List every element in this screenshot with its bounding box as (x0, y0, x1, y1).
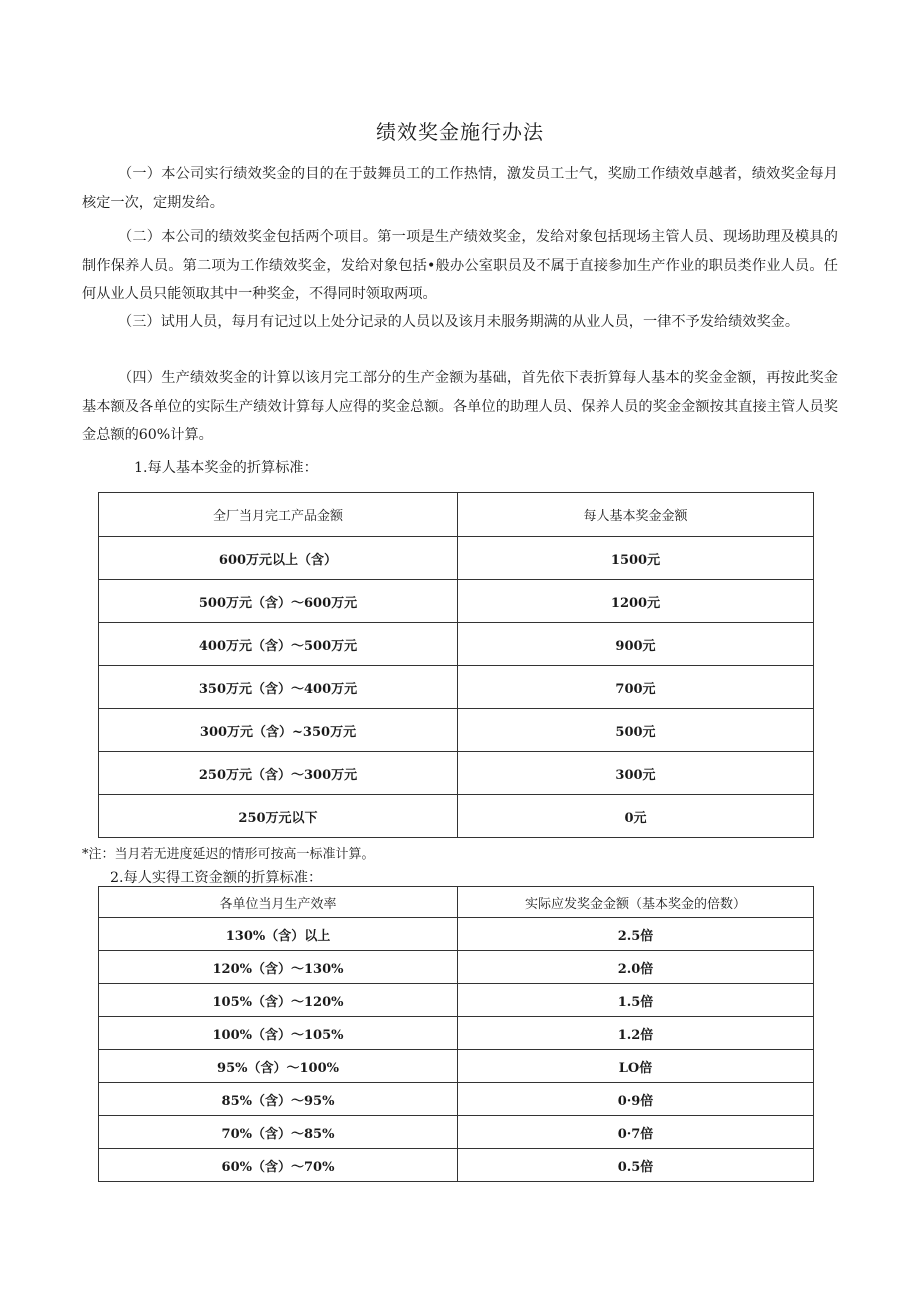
table-header-cell: 全厂当月完工产品金额 (99, 493, 458, 537)
table-cell: 130%（含）以上 (99, 918, 458, 951)
table-cell: 120%（含）～130% (99, 951, 458, 984)
table-cell: 250万元（含）～300万元 (99, 752, 458, 795)
table-cell: 900元 (458, 623, 814, 666)
table-cell: 70%（含）～85% (99, 1116, 458, 1149)
paragraph-1: （一）本公司实行绩效奖金的目的在于鼓舞员工的工作热情，激发员工士气，奖励工作绩效卓越者，绩效奖金每月核定一次，定期发给。 (82, 166, 838, 211)
table-cell: LO倍 (458, 1050, 814, 1083)
table-row (99, 666, 814, 709)
table-cell: 0.5倍 (458, 1149, 814, 1182)
multiplier-table (98, 886, 814, 1182)
table-row (99, 1017, 814, 1050)
paragraph-4: （四）生产绩效奖金的计算以该月完工部分的生产金额为基础，首先依下表折算每人基本的奖金金额，再按此奖金基本额及各单位的实际生产绩效计算每人应得的奖金总额。各单位的助理人员、保养人员的奖金金额按其直接主管人员奖金总额的60%计算。 (82, 370, 838, 443)
table-cell: 600万元以上（含） (99, 537, 458, 580)
table-cell: 95%（含）～100% (99, 1050, 458, 1083)
table-cell: 0·9倍 (458, 1083, 814, 1116)
table-cell: 400万元（含）～500万元 (99, 623, 458, 666)
table-cell: 2.5倍 (458, 918, 814, 951)
table-header-cell: 实际应发奖金金额（基本奖金的倍数） (458, 887, 814, 918)
table-cell: 350万元（含）～400万元 (99, 666, 458, 709)
table-cell: 500万元（含）～600万元 (99, 580, 458, 623)
table-row (99, 795, 814, 838)
table-cell: 0·7倍 (458, 1116, 814, 1149)
table-cell: 1.5倍 (458, 984, 814, 1017)
table-cell: 60%（含）～70% (99, 1149, 458, 1182)
basic-bonus-table (98, 492, 814, 838)
table-cell: 0元 (458, 795, 814, 838)
table-cell: 500元 (458, 709, 814, 752)
table-row (99, 951, 814, 984)
table-cell: 1500元 (458, 537, 814, 580)
table-header-row (99, 887, 814, 918)
table1-note: *注：当月若无进度延迟的情形可按高一标准计算。 (82, 847, 375, 862)
table-header-cell: 各单位当月生产效率 (99, 887, 458, 918)
table-cell: 2.0倍 (458, 951, 814, 984)
table2-caption: 2.每人实得工资金额的折算标准： (110, 870, 323, 886)
table-cell: 85%（含）～95% (99, 1083, 458, 1116)
table-row (99, 1083, 814, 1116)
table-cell: 700元 (458, 666, 814, 709)
table-cell: 300元 (458, 752, 814, 795)
table-row (99, 580, 814, 623)
table-header-cell: 每人基本奖金金额 (458, 493, 814, 537)
table-cell: 100%（含）～105% (99, 1017, 458, 1050)
table-row (99, 1116, 814, 1149)
table-row (99, 623, 814, 666)
table-cell: 300万元（含）~350万元 (99, 709, 458, 752)
table-row (99, 918, 814, 951)
table-row (99, 1050, 814, 1083)
table-row (99, 537, 814, 580)
table-row (99, 752, 814, 795)
table-cell: 1200元 (458, 580, 814, 623)
table1-caption: 1.每人基本奖金的折算标准： (134, 460, 318, 476)
table-cell: 105%（含）～120% (99, 984, 458, 1017)
page-title: 绩效奖金施行办法 (376, 120, 544, 144)
table-header-row (99, 493, 814, 537)
paragraph-2: （二）本公司的绩效奖金包括两个项目。第一项是生产绩效奖金，发给对象包括现场主管人员、现场助理及模具的制作保养人员。第二项为工作绩效奖金，发给对象包括•般办公室职员及不属于直接参加生产作业的职员类作业人员。任何从业人员只能领取其中一种奖金，不得同时领取两项。 (82, 229, 838, 302)
table-cell: 1.2倍 (458, 1017, 814, 1050)
table-cell: 250万元以下 (99, 795, 458, 838)
table-row (99, 709, 814, 752)
table-row (99, 1149, 814, 1182)
paragraph-3: （三）试用人员，每月有记过以上处分记录的人员以及该月未服务期满的从业人员，一律不予发给绩效奖金。 (118, 314, 800, 330)
table-row (99, 984, 814, 1017)
